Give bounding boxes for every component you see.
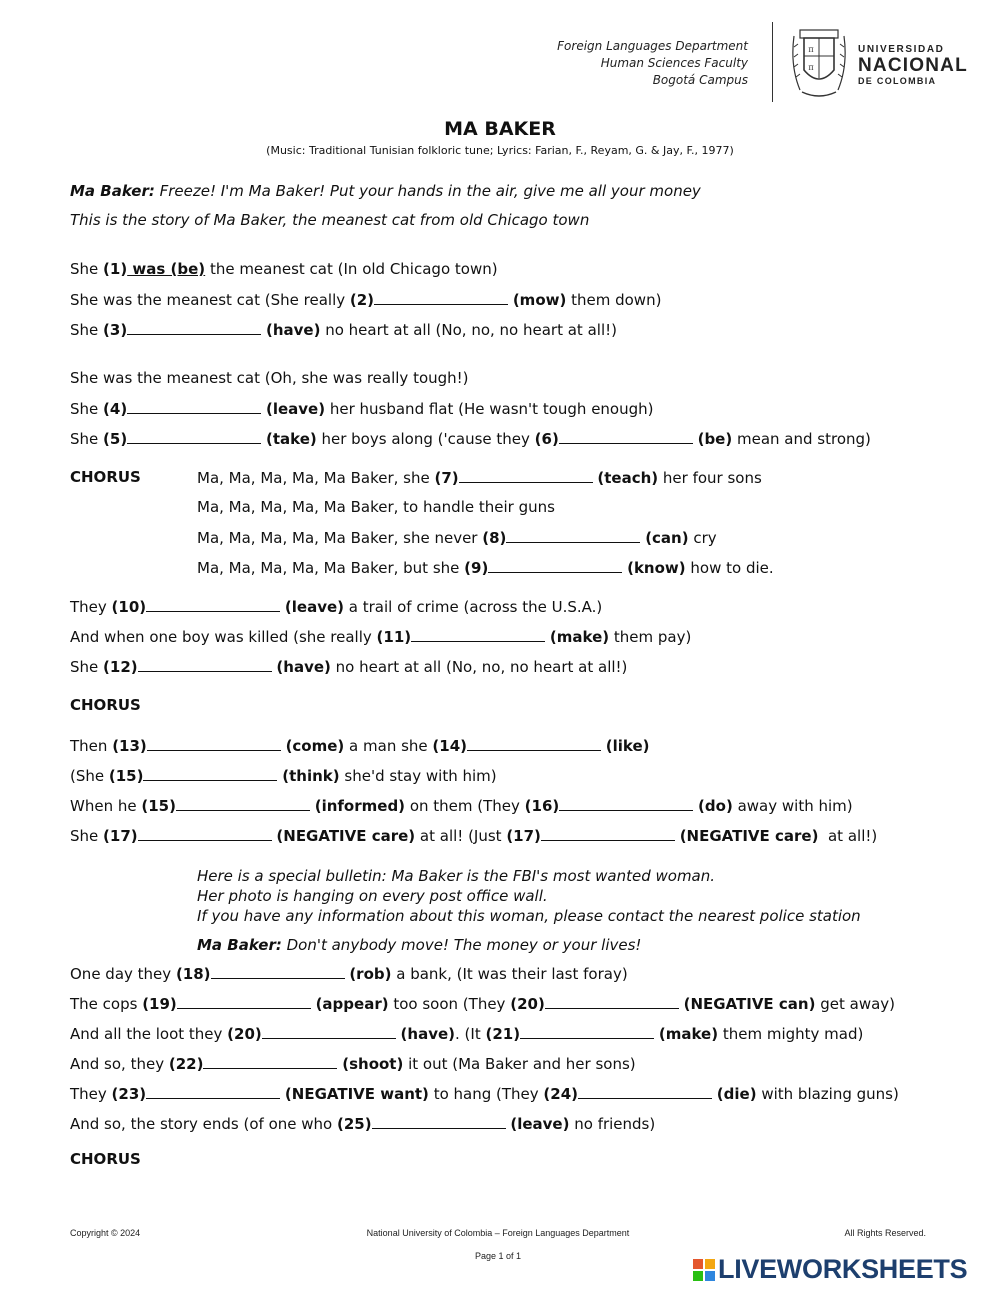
answer-blank-21[interactable] — [520, 1024, 654, 1039]
chorus-label: CHORUS — [70, 1150, 141, 1168]
answer-blank-17b[interactable] — [541, 826, 675, 841]
logo-cube — [693, 1259, 703, 1269]
answer-blank-7[interactable] — [459, 468, 593, 483]
lyric-line: The cops (19) (appear) too soon (They (20) (NEGATIVE can) get away) — [70, 995, 896, 1013]
department-block — [557, 38, 748, 89]
special-bulletin — [197, 866, 861, 955]
intro-text: Freeze! I'm Ma Baker! Put your hands in the air, give me all your money — [154, 182, 701, 200]
intro-line-1 — [70, 182, 701, 200]
answer-blank-2[interactable] — [374, 290, 508, 305]
bulletin-quote — [197, 935, 861, 955]
answer-blank-15b[interactable] — [176, 796, 310, 811]
answer-blank-6[interactable] — [559, 429, 693, 444]
lyric-line: When he (15) (informed) on them (They (16) (do) away with him) — [70, 797, 853, 815]
page-title: MA BAKER — [444, 118, 556, 140]
answer-blank-4[interactable] — [127, 399, 261, 414]
bulletin-line-3: If you have any information about this woman, please contact the nearest police station — [197, 907, 861, 925]
lyric-line: Then (13) (come) a man she (14) (like) — [70, 737, 650, 755]
liveworksheets-logo[interactable] — [693, 1254, 967, 1285]
page-number: Page 1 of 1 — [474, 1251, 522, 1261]
intro-line-2: This is the story of Ma Baker, the meanest cat from old Chicago town — [70, 211, 590, 229]
answer-blank-19[interactable] — [177, 994, 311, 1009]
lyric-line: She (17) (NEGATIVE care) at all! (Just (17) (NEGATIVE care) at all!) — [70, 827, 878, 845]
answer-blank-16[interactable] — [559, 796, 693, 811]
lyric-line: (She (15) (think) she'd stay with him) — [70, 767, 497, 785]
answer-blank-13[interactable] — [147, 736, 281, 751]
university-line-3: DE COLOMBIA — [858, 76, 937, 86]
answer-blank-24[interactable] — [578, 1084, 712, 1099]
answer-blank-15[interactable] — [143, 766, 277, 781]
svg-text:π: π — [808, 63, 814, 72]
brand-name: LIVEWORKSHEETS — [718, 1254, 968, 1284]
lyric-line: She (4) (leave) her husband flat (He wasn't tough enough) — [70, 400, 654, 418]
answer-blank-18[interactable] — [211, 964, 345, 979]
lyric-line: And so, the story ends (of one who (25) (leave) no friends) — [70, 1115, 656, 1133]
logo-cube — [693, 1271, 703, 1281]
quote-text: Don't anybody move! The money or your lives! — [281, 936, 642, 954]
chorus-label: CHORUS — [70, 696, 141, 714]
answer-blank-10[interactable] — [146, 597, 280, 612]
svg-text:π: π — [808, 45, 814, 54]
lyric-line: They (23) (NEGATIVE want) to hang (They (24) (die) with blazing guns) — [70, 1085, 899, 1103]
logo-cubes-icon — [693, 1259, 715, 1281]
answer-blank-14[interactable] — [467, 736, 601, 751]
answer-blank-20b[interactable] — [262, 1024, 396, 1039]
answer-blank-23[interactable] — [146, 1084, 280, 1099]
bulletin-line-2: Her photo is hanging on every post office wall. — [197, 887, 548, 905]
answer-blank-12[interactable] — [138, 657, 272, 672]
logo-cube — [705, 1271, 715, 1281]
speaker-label: Ma Baker: — [70, 182, 155, 200]
rights-notice: All Rights Reserved. — [844, 1228, 926, 1238]
answer-blank-17[interactable] — [138, 826, 272, 841]
lyric-line: She was the meanest cat (Oh, she was really tough!) — [70, 369, 469, 387]
chorus-line: Ma, Ma, Ma, Ma, Ma Baker, but she (9) (know) how to die. — [197, 559, 774, 577]
answer-blank-8[interactable] — [506, 528, 640, 543]
answer-blank-20[interactable] — [545, 994, 679, 1009]
lyric-line: And all the loot they (20) (have). (It (21) (make) them mighty mad) — [70, 1025, 864, 1043]
song-credits: (Music: Traditional Tunisian folkloric tune; Lyrics: Farian, F., Reyam, G. & Jay, F., 1977) — [266, 144, 734, 157]
university-line-2: NACIONAL — [858, 55, 968, 76]
answer-blank-22[interactable] — [203, 1054, 337, 1069]
example-answer: was (be) — [127, 260, 206, 278]
lyric-line: They (10) (leave) a trail of crime (across the U.S.A.) — [70, 598, 603, 616]
campus-line: Bogotá Campus — [652, 73, 748, 87]
speaker-label: Ma Baker: — [197, 936, 282, 954]
lyric-line: She (5) (take) her boys along ('cause they (6) (be) mean and strong) — [70, 430, 871, 448]
university-name — [858, 44, 968, 86]
chorus-line: Ma, Ma, Ma, Ma, Ma Baker, she (7) (teach) her four sons — [197, 469, 762, 487]
lyric-line: She was the meanest cat (She really (2) (mow) them down) — [70, 291, 662, 309]
logo-cube — [705, 1259, 715, 1269]
answer-blank-3[interactable] — [127, 320, 261, 335]
answer-blank-9[interactable] — [488, 558, 622, 573]
dept-line: Foreign Languages Department — [557, 39, 748, 53]
lyric-line: One day they (18) (rob) a bank, (It was their last foray) — [70, 965, 628, 983]
copyright: Copyright © 2024 — [70, 1228, 141, 1238]
lyric-line: And when one boy was killed (she really (11) (make) them pay) — [70, 628, 692, 646]
bulletin-line-1: Here is a special bulletin: Ma Baker is the FBI's most wanted woman. — [197, 867, 716, 885]
lyric-line: She (1) was (be) the meanest cat (In old Chicago town) — [70, 260, 498, 278]
faculty-line: Human Sciences Faculty — [600, 56, 748, 70]
chorus-label: CHORUS — [70, 468, 141, 486]
university-line-1: UNIVERSIDAD — [858, 44, 945, 55]
answer-blank-5[interactable] — [127, 429, 261, 444]
header-divider — [772, 22, 773, 102]
university-seal-icon — [790, 26, 848, 102]
footer-center: National University of Colombia – Foreign Languages Department — [366, 1228, 630, 1238]
chorus-line: Ma, Ma, Ma, Ma, Ma Baker, to handle their guns — [197, 498, 555, 516]
answer-blank-11[interactable] — [411, 627, 545, 642]
answer-blank-25[interactable] — [372, 1114, 506, 1129]
chorus-line: Ma, Ma, Ma, Ma, Ma Baker, she never (8) (can) cry — [197, 529, 717, 547]
lyric-line: And so, they (22) (shoot) it out (Ma Baker and her sons) — [70, 1055, 636, 1073]
lyric-line: She (12) (have) no heart at all (No, no, no heart at all!) — [70, 658, 628, 676]
lyric-line: She (3) (have) no heart at all (No, no, no heart at all!) — [70, 321, 617, 339]
